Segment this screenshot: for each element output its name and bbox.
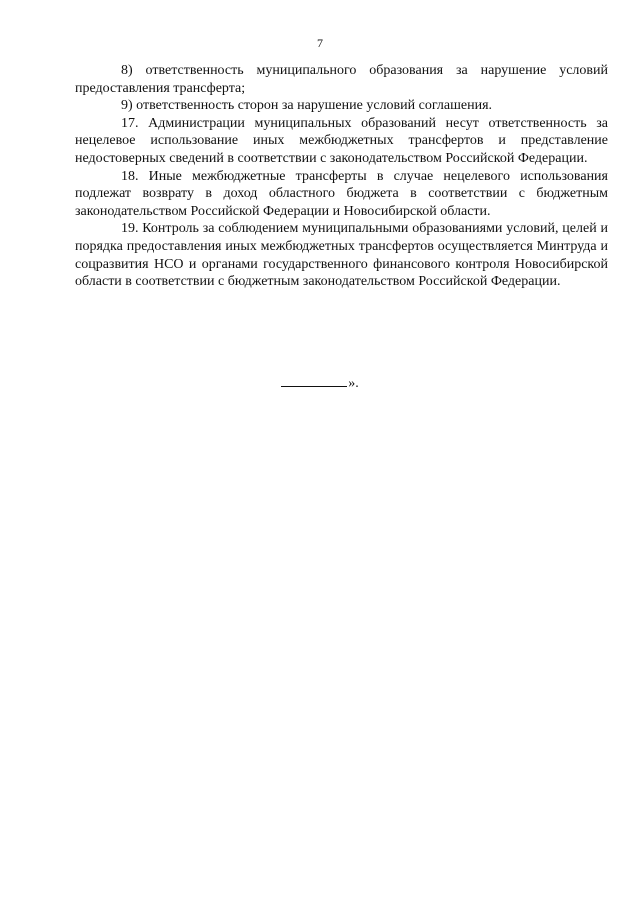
document-body [75,62,608,291]
paragraph-item-9: 9) ответственность сторон за нарушение условий соглашения. [121,98,493,114]
page-number: 7 [317,36,323,50]
closing-line [0,374,640,392]
paragraph-17: 17. Администрации муниципальных образований несут ответственность за нецелевое использование иных межбюджетных трансфертов и представление недостоверных сведений в соответствии с законодательством Российской Федерации. [75,115,608,166]
paragraph-item-8: 8) ответственность муниципального образования за нарушение условий предоставления трансферта; [75,63,608,96]
paragraph-18: 18. Иные межбюджетные трансферты в случае нецелевого использования подлежат возврату в доход областного бюджета в соответствии с бюджетным законодательством Российской Федерации и Новосибирской области. [75,168,608,219]
closing-quote-mark: ». [348,376,359,391]
paragraph-19: 19. Контроль за соблюдением муниципальными образованиями условий, целей и порядка предоставления иных межбюджетных трансфертов осуществляется Минтруда и соцразвития НСО и органами государственного финансового контроля Новосибирской области в соответствии с бюджетным законодательством Российской Федерации. [75,221,608,290]
closing-underline [281,374,347,387]
